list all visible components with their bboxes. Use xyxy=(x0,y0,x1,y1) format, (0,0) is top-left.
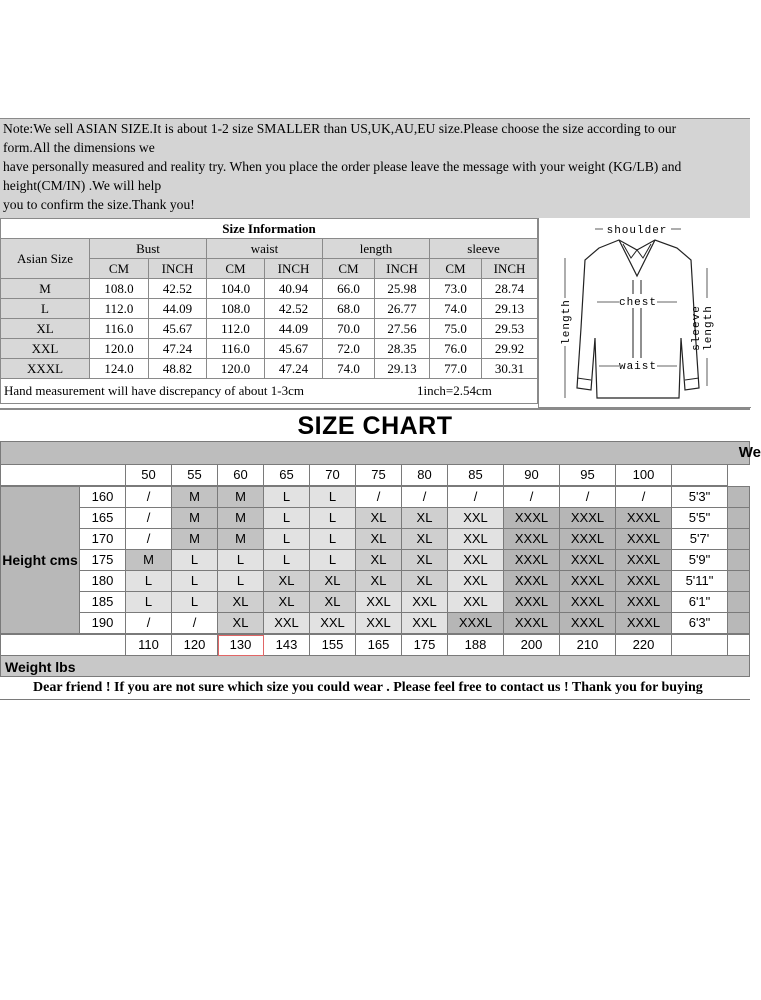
measurement-cell: 48.82 xyxy=(149,359,207,379)
edge-cell xyxy=(728,613,750,634)
blank-cell xyxy=(672,635,728,656)
size-cell: L xyxy=(172,571,218,592)
inch-conversion: 1inch=2.54cm xyxy=(417,383,492,398)
measurement-cell: 44.09 xyxy=(265,319,323,339)
weight-kg-cell: 50 xyxy=(126,465,172,486)
size-label: XXXL xyxy=(1,359,90,379)
measurement-cell: 30.31 xyxy=(482,359,538,379)
size-cell: XXL xyxy=(310,613,356,634)
chest-label: chest xyxy=(618,297,658,309)
weight-kg-cell: 90 xyxy=(504,465,560,486)
size-cell: / xyxy=(126,529,172,550)
size-cell: XXL xyxy=(402,613,448,634)
weight-lbs-cell: 220 xyxy=(616,635,672,656)
contact-message xyxy=(0,676,750,700)
edge-cell xyxy=(728,529,750,550)
waist-header: waist xyxy=(207,239,323,259)
size-cell: L xyxy=(310,550,356,571)
size-cell: XXXL xyxy=(560,613,616,634)
measurement-cell: 28.35 xyxy=(375,339,430,359)
height-inch-cell: 5'3" xyxy=(672,487,728,508)
size-label: L xyxy=(1,299,90,319)
shirt-illustration xyxy=(539,218,751,407)
size-cell: L xyxy=(310,487,356,508)
measurement-cell: 76.0 xyxy=(430,339,482,359)
sleeve-length-label: length xyxy=(703,305,715,351)
shoulder-label: shoulder xyxy=(606,225,668,237)
measurement-cell: 120.0 xyxy=(207,359,265,379)
table-row xyxy=(1,592,750,613)
size-cell: / xyxy=(356,487,402,508)
table-row xyxy=(1,550,750,571)
blank-cell xyxy=(728,635,750,656)
height-inch-cell: 5'5" xyxy=(672,508,728,529)
unit-header: INCH xyxy=(265,259,323,279)
discrepancy-note: Hand measurement will have discrepancy of about 1-3cm xyxy=(4,383,304,398)
note-line: Note:We sell ASIAN SIZE.It is about 1-2 size SMALLER than US,UK,AU,EU size.Please choose the size according to our xyxy=(3,121,677,136)
size-label: XL xyxy=(1,319,90,339)
measurement-cell: 47.24 xyxy=(149,339,207,359)
weight-lbs-cell: 210 xyxy=(560,635,616,656)
size-cell: XXXL xyxy=(560,571,616,592)
size-cell: L xyxy=(218,571,264,592)
measurement-cell: 44.09 xyxy=(149,299,207,319)
weight-kg-cell: 95 xyxy=(560,465,616,486)
weight-kg-cell: 65 xyxy=(264,465,310,486)
note-line: height(CM/IN) .We will help xyxy=(3,178,162,193)
size-cell: XL xyxy=(264,571,310,592)
size-cell: XXXL xyxy=(504,508,560,529)
table-row xyxy=(1,613,750,634)
size-cell: XXL xyxy=(448,592,504,613)
size-cell: XXXL xyxy=(560,592,616,613)
size-cell: M xyxy=(218,508,264,529)
weight-lbs-row xyxy=(1,635,750,656)
size-label: XXL xyxy=(1,339,90,359)
weight-kg-cell: 80 xyxy=(402,465,448,486)
size-cell: L xyxy=(172,550,218,571)
size-cell: XXXL xyxy=(504,592,560,613)
size-cell: XXXL xyxy=(560,529,616,550)
contact-text: Dear friend ! If you are not sure which size you could wear . Please feel free to contact us ! Thank you for buying xyxy=(33,680,703,695)
measurement-cell: 29.13 xyxy=(482,299,538,319)
unit-header: CM xyxy=(323,259,375,279)
size-note xyxy=(0,118,750,219)
unit-header: CM xyxy=(207,259,265,279)
size-grid xyxy=(0,486,750,634)
size-cell: / xyxy=(560,487,616,508)
size-cell: L xyxy=(310,529,356,550)
size-cell: XL xyxy=(310,571,356,592)
size-cell: XXXL xyxy=(504,550,560,571)
size-label: M xyxy=(1,279,90,299)
table-row xyxy=(1,319,538,339)
height-inch-cell: 5'7' xyxy=(672,529,728,550)
size-cell: L xyxy=(264,508,310,529)
measurement-cell: 45.67 xyxy=(265,339,323,359)
measurement-cell: 112.0 xyxy=(90,299,149,319)
note-line: you to confirm the size.Thank you! xyxy=(3,197,195,212)
measurement-footer xyxy=(1,379,538,404)
size-cell: XL xyxy=(402,571,448,592)
height-cell: 180 xyxy=(80,571,126,592)
blank-cell xyxy=(1,465,126,486)
blank-cell xyxy=(672,465,728,486)
measurement-cell: 108.0 xyxy=(207,299,265,319)
asian-size-header: Asian Size xyxy=(1,239,90,279)
height-cms-label: Height cms xyxy=(1,487,80,634)
size-cell: M xyxy=(218,529,264,550)
weight-kg-cell: 100 xyxy=(616,465,672,486)
size-cell: M xyxy=(126,550,172,571)
size-cell: M xyxy=(172,529,218,550)
weight-band-label: We xyxy=(738,444,761,461)
edge-cell xyxy=(728,508,750,529)
size-cell: / xyxy=(172,613,218,634)
measurement-cell: 47.24 xyxy=(265,359,323,379)
table-row xyxy=(1,508,750,529)
size-cell: XL xyxy=(402,550,448,571)
edge-cell xyxy=(728,592,750,613)
measurement-cell: 108.0 xyxy=(90,279,149,299)
measurement-cell: 29.53 xyxy=(482,319,538,339)
size-cell: XXL xyxy=(448,571,504,592)
measurement-cell: 68.0 xyxy=(323,299,375,319)
measurement-cell: 77.0 xyxy=(430,359,482,379)
note-line: have personally measured and reality try. When you place the order please leave the message with your weight (KG/LB) and xyxy=(3,159,682,174)
measurement-cell: 72.0 xyxy=(323,339,375,359)
size-cell: XXXL xyxy=(504,571,560,592)
weight-lbs-cell: 188 xyxy=(448,635,504,656)
size-cell: L xyxy=(172,592,218,613)
unit-header: CM xyxy=(430,259,482,279)
measurement-cell: 70.0 xyxy=(323,319,375,339)
size-cell: XXXL xyxy=(616,592,672,613)
size-cell: L xyxy=(126,571,172,592)
size-cell: M xyxy=(218,487,264,508)
size-information-table xyxy=(0,218,537,407)
measurement-cell: 104.0 xyxy=(207,279,265,299)
blank-cell xyxy=(1,635,126,656)
size-cell: XXXL xyxy=(616,550,672,571)
measurement-cell: 74.0 xyxy=(323,359,375,379)
unit-header: CM xyxy=(90,259,149,279)
weight-lbs-cell: 110 xyxy=(126,635,172,656)
size-cell: XL xyxy=(402,508,448,529)
size-cell: M xyxy=(172,508,218,529)
measurement-cell: 27.56 xyxy=(375,319,430,339)
height-cell: 190 xyxy=(80,613,126,634)
height-inch-cell: 5'9" xyxy=(672,550,728,571)
unit-header: INCH xyxy=(482,259,538,279)
size-cell: XXXL xyxy=(560,508,616,529)
size-cell: L xyxy=(264,487,310,508)
weight-lbs-cell: 143 xyxy=(264,635,310,656)
length-label: length xyxy=(561,299,573,345)
size-chart-table xyxy=(0,441,761,679)
size-cell: L xyxy=(218,550,264,571)
weight-lbs-cell: 200 xyxy=(504,635,560,656)
measurement-cell: 112.0 xyxy=(207,319,265,339)
size-cell: / xyxy=(448,487,504,508)
measurement-cell: 74.0 xyxy=(430,299,482,319)
table-row xyxy=(1,487,750,508)
size-cell: XL xyxy=(356,529,402,550)
weight-kg-cell: 60 xyxy=(218,465,264,486)
measurement-cell: 45.67 xyxy=(149,319,207,339)
size-cell: / xyxy=(126,613,172,634)
size-chart-title: SIZE CHART xyxy=(0,408,750,443)
weight-kg-band xyxy=(1,442,761,465)
size-cell: XL xyxy=(264,592,310,613)
height-cell: 165 xyxy=(80,508,126,529)
size-cell: / xyxy=(126,487,172,508)
size-cell: XXXL xyxy=(448,613,504,634)
measurement-cell: 29.92 xyxy=(482,339,538,359)
size-cell: XXXL xyxy=(616,529,672,550)
size-cell: XXXL xyxy=(616,571,672,592)
size-cell: XXXL xyxy=(504,613,560,634)
size-cell: XXXL xyxy=(616,613,672,634)
measurement-cell: 25.98 xyxy=(375,279,430,299)
measurement-cell: 75.0 xyxy=(430,319,482,339)
size-cell: XL xyxy=(218,613,264,634)
measurement-cell: 116.0 xyxy=(90,319,149,339)
size-cell: L xyxy=(126,592,172,613)
measurement-cell: 29.13 xyxy=(375,359,430,379)
size-cell: / xyxy=(616,487,672,508)
sleeve-header: sleeve xyxy=(430,239,538,259)
note-line: form.All the dimensions we xyxy=(3,140,155,155)
weight-lbs-cell: 175 xyxy=(402,635,448,656)
size-information-title: Size Information xyxy=(1,219,538,239)
weight-lbs-label: Weight lbs xyxy=(1,656,750,679)
size-cell: XL xyxy=(356,550,402,571)
size-cell: XXL xyxy=(402,592,448,613)
size-cell: XXL xyxy=(448,508,504,529)
height-cell: 185 xyxy=(80,592,126,613)
table-row xyxy=(1,529,750,550)
size-cell: / xyxy=(126,508,172,529)
size-cell: XXL xyxy=(448,529,504,550)
size-cell: XL xyxy=(402,529,448,550)
unit-header: INCH xyxy=(375,259,430,279)
weight-kg-row xyxy=(1,465,750,486)
shirt-measurement-diagram xyxy=(538,218,751,408)
weight-lbs-cell: 130 xyxy=(218,635,264,656)
table-row xyxy=(1,359,538,379)
weight-kg-cell: 75 xyxy=(356,465,402,486)
size-cell: XXL xyxy=(356,592,402,613)
weight-kg-cell: 85 xyxy=(448,465,504,486)
height-inch-cell: 6'1" xyxy=(672,592,728,613)
measurement-cell: 40.94 xyxy=(265,279,323,299)
height-cell: 160 xyxy=(80,487,126,508)
weight-lbs-cell: 165 xyxy=(356,635,402,656)
weight-lbs-cell: 155 xyxy=(310,635,356,656)
size-cell: XXXL xyxy=(616,508,672,529)
size-cell: XL xyxy=(218,592,264,613)
size-cell: XL xyxy=(310,592,356,613)
unit-header: INCH xyxy=(149,259,207,279)
height-inch-cell: 5'11" xyxy=(672,571,728,592)
height-inch-cell: 6'3" xyxy=(672,613,728,634)
weight-kg-cell: 70 xyxy=(310,465,356,486)
edge-cell xyxy=(728,571,750,592)
edge-cell xyxy=(728,487,750,508)
size-cell: M xyxy=(172,487,218,508)
shirt-outline xyxy=(577,240,699,398)
table-row xyxy=(1,279,538,299)
measurement-cell: 66.0 xyxy=(323,279,375,299)
size-cell: XXL xyxy=(356,613,402,634)
size-cell: / xyxy=(402,487,448,508)
measurement-cell: 116.0 xyxy=(207,339,265,359)
height-cell: 170 xyxy=(80,529,126,550)
table-row xyxy=(1,299,538,319)
sleeve-label: sleeve xyxy=(691,305,703,351)
size-cell: XXL xyxy=(264,613,310,634)
measurement-cell: 42.52 xyxy=(265,299,323,319)
size-cell: / xyxy=(504,487,560,508)
measurement-cell: 26.77 xyxy=(375,299,430,319)
edge-cell xyxy=(728,550,750,571)
measurement-cell: 42.52 xyxy=(149,279,207,299)
size-cell: XXXL xyxy=(504,529,560,550)
measurement-cell: 124.0 xyxy=(90,359,149,379)
measurement-cell: 120.0 xyxy=(90,339,149,359)
size-cell: XXXL xyxy=(560,550,616,571)
bust-header: Bust xyxy=(90,239,207,259)
waist-label: waist xyxy=(618,361,658,373)
table-row xyxy=(1,571,750,592)
measurement-cell: 28.74 xyxy=(482,279,538,299)
measurement-cell: 73.0 xyxy=(430,279,482,299)
size-cell: L xyxy=(264,550,310,571)
height-cell: 175 xyxy=(80,550,126,571)
size-cell: XXL xyxy=(448,550,504,571)
weight-lbs-cell: 120 xyxy=(172,635,218,656)
table-row xyxy=(1,339,538,359)
size-cell: XL xyxy=(356,571,402,592)
size-cell: L xyxy=(310,508,356,529)
length-header: length xyxy=(323,239,430,259)
size-cell: L xyxy=(264,529,310,550)
size-cell: XL xyxy=(356,508,402,529)
weight-kg-cell: 55 xyxy=(172,465,218,486)
